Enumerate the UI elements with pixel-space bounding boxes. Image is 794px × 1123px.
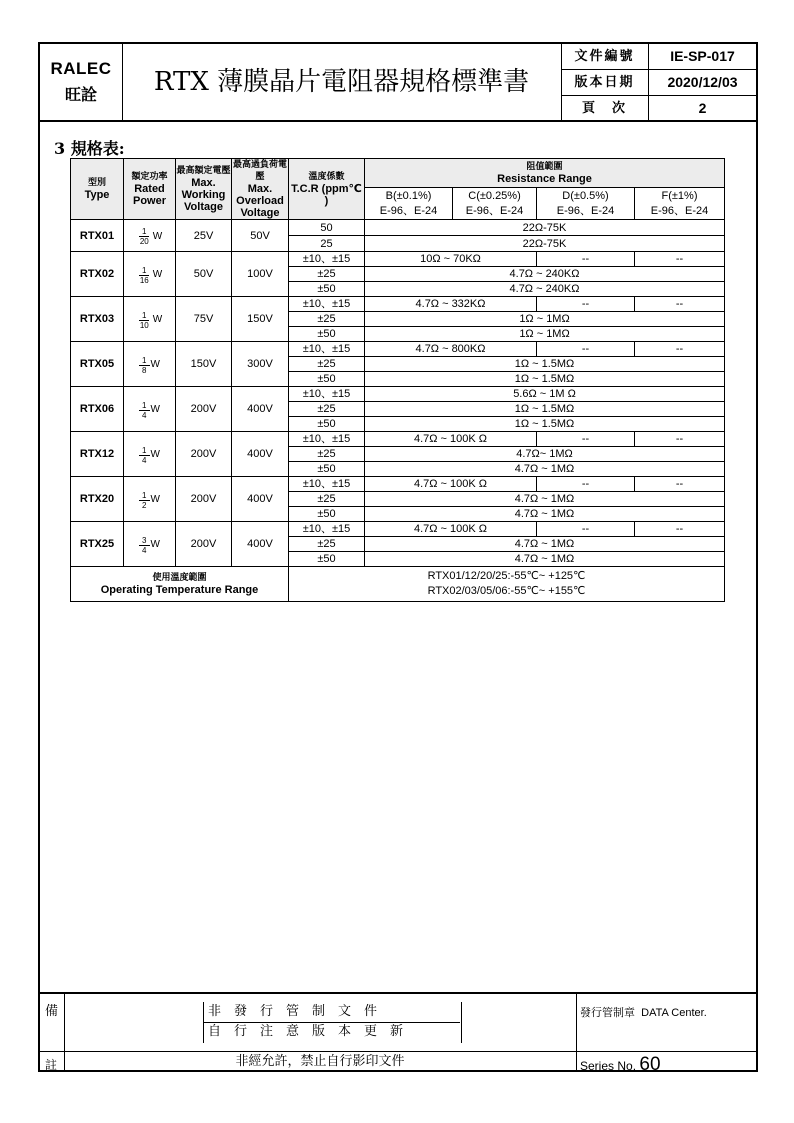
overload-voltage-cell: 50V	[232, 220, 289, 252]
tcr-cell: ±50	[289, 327, 365, 342]
working-voltage-cell: 50V	[176, 252, 232, 297]
range-cell: 4.7Ω ~ 100K Ω	[365, 477, 537, 492]
range-cell: 4.7Ω ~ 100K Ω	[365, 432, 537, 447]
overload-voltage-cell: 300V	[232, 342, 289, 387]
meta-row-date	[561, 70, 756, 96]
company-logo	[40, 44, 123, 120]
copy-prohibited-note: 非經允許，禁止自行影印文件	[235, 1054, 405, 1069]
power-cell: 1 20 W	[124, 220, 176, 252]
tcr-cell: ±10、±15	[289, 432, 365, 447]
table-row	[71, 522, 725, 537]
meta-value: 2020/12/03	[667, 74, 738, 90]
notice-line-2: 自行注意版本更新	[208, 1024, 417, 1039]
range-cell: 1Ω ~ 1MΩ	[365, 327, 725, 342]
model-cell: RTX02	[71, 252, 124, 297]
tcr-cell: ±50	[289, 372, 365, 387]
tcr-cell: ±10、±15	[289, 522, 365, 537]
tcr-cell: ±50	[289, 282, 365, 297]
tcr-cell: ±50	[289, 462, 365, 477]
model-cell: RTX01	[71, 220, 124, 252]
overload-voltage-cell: 400V	[232, 432, 289, 477]
meta-value: 2	[698, 100, 707, 116]
stamp-area	[576, 994, 756, 1075]
power-cell: 1 16 W	[124, 252, 176, 297]
page-frame	[38, 42, 758, 1075]
tcr-cell: ±25	[289, 537, 365, 552]
meta-label: 文件編號	[561, 44, 649, 69]
range-cell: 4.7Ω ~ 240KΩ	[365, 267, 725, 282]
remark-top: 備	[45, 1004, 59, 1019]
company-name-zh: 旺詮	[64, 85, 97, 104]
range-cell: 1Ω ~ 1.5MΩ	[365, 417, 725, 432]
range-cell: 4.7Ω ~ 1MΩ	[365, 537, 725, 552]
range-cell: --	[537, 297, 635, 312]
range-cell: --	[537, 477, 635, 492]
range-cell: 5.6Ω ~ 1M Ω	[365, 387, 725, 402]
tcr-cell: ±10、±15	[289, 342, 365, 357]
range-cell: 4.7Ω~ 1MΩ	[365, 447, 725, 462]
col-series: E-96、E-24	[635, 204, 725, 220]
range-cell: --	[635, 342, 725, 357]
model-cell: RTX05	[71, 342, 124, 387]
tcr-cell: ±50	[289, 507, 365, 522]
range-cell: 22Ω-75K	[365, 220, 725, 236]
range-cell: 22Ω-75K	[365, 236, 725, 252]
meta-label: 版本日期	[561, 70, 649, 95]
remark-bottom: 註	[45, 1058, 58, 1072]
tcr-cell: ±25	[289, 402, 365, 417]
range-cell: 4.7Ω ~ 1MΩ	[365, 552, 725, 567]
overload-voltage-cell: 400V	[232, 522, 289, 567]
issue-stamp: 發行管制章 DATA Center.	[580, 1006, 707, 1019]
working-voltage-cell: 200V	[176, 477, 232, 522]
range-cell: 1Ω ~ 1.5MΩ	[365, 357, 725, 372]
range-cell: 4.7Ω ~ 1MΩ	[365, 492, 725, 507]
range-cell: 10Ω ~ 70KΩ	[365, 252, 537, 267]
power-cell: 1 4 W	[124, 432, 176, 477]
col-tol-f: F(±1%)	[635, 188, 725, 204]
overload-voltage-cell: 150V	[232, 297, 289, 342]
overload-voltage-cell: 400V	[232, 477, 289, 522]
range-cell: 4.7Ω ~ 332KΩ	[365, 297, 537, 312]
range-cell: 4.7Ω ~ 1MΩ	[365, 462, 725, 477]
col-working-voltage: 最高額定電壓 Max. Working Voltage	[176, 159, 232, 220]
meta-row-doc-no	[561, 44, 756, 70]
footer-divider	[40, 1051, 756, 1052]
tcr-cell: ±25	[289, 312, 365, 327]
table-row	[71, 297, 725, 312]
tcr-cell: ±50	[289, 417, 365, 432]
col-tol-d: D(±0.5%)	[537, 188, 635, 204]
table-row	[71, 342, 725, 357]
document-header	[40, 44, 756, 122]
range-cell: --	[537, 252, 635, 267]
col-series: E-96、E-24	[365, 204, 453, 220]
tcr-cell: ±10、±15	[289, 477, 365, 492]
document-footer	[40, 992, 756, 1075]
range-cell: 4.7Ω ~ 100K Ω	[365, 522, 537, 537]
model-cell: RTX03	[71, 297, 124, 342]
table-row	[71, 387, 725, 402]
range-cell: 4.7Ω ~ 240KΩ	[365, 282, 725, 297]
tcr-cell: 25	[289, 236, 365, 252]
range-cell: --	[537, 432, 635, 447]
meta-row-page	[561, 96, 756, 120]
working-voltage-cell: 25V	[176, 220, 232, 252]
document-meta	[561, 44, 756, 120]
tcr-cell: ±10、±15	[289, 297, 365, 312]
table-header-row	[71, 159, 725, 188]
working-voltage-cell: 200V	[176, 522, 232, 567]
notice-divider	[203, 1022, 460, 1023]
meta-label: 頁 次	[561, 96, 649, 120]
spec-table	[70, 158, 725, 602]
tcr-cell: ±25	[289, 492, 365, 507]
table-row	[71, 432, 725, 447]
table-row	[71, 477, 725, 492]
power-cell: 1 10 W	[124, 297, 176, 342]
tcr-cell: ±10、±15	[289, 387, 365, 402]
col-resistance-range: 阻值範圍 Resistance Range	[365, 159, 725, 188]
col-overload-voltage: 最高過負荷電壓 Max. Overload Voltage	[232, 160, 287, 219]
tcr-cell: ±25	[289, 447, 365, 462]
table-row	[71, 220, 725, 236]
tcr-cell: 50	[289, 220, 365, 236]
power-cell: 3 4 W	[124, 522, 176, 567]
meta-value: IE-SP-017	[670, 48, 735, 64]
range-cell: --	[635, 297, 725, 312]
tcr-cell: ±50	[289, 552, 365, 567]
range-cell: --	[537, 342, 635, 357]
power-cell: 1 2 W	[124, 477, 176, 522]
working-voltage-cell: 200V	[176, 387, 232, 432]
model-cell: RTX20	[71, 477, 124, 522]
tcr-cell: ±10、±15	[289, 252, 365, 267]
model-cell: RTX25	[71, 522, 124, 567]
power-cell: 1 4 W	[124, 387, 176, 432]
remark-column	[40, 994, 65, 1072]
col-tol-c: C(±0.25%)	[453, 188, 537, 204]
range-cell: 1Ω ~ 1.5MΩ	[365, 402, 725, 417]
company-name-en: RALEC	[50, 59, 112, 78]
overload-voltage-cell: 400V	[232, 387, 289, 432]
overload-voltage-cell: 100V	[232, 252, 289, 297]
tcr-cell: ±25	[289, 267, 365, 282]
power-cell: 1 8 W	[124, 342, 176, 387]
range-cell: 1Ω ~ 1.5MΩ	[365, 372, 725, 387]
range-cell: 1Ω ~ 1MΩ	[365, 312, 725, 327]
range-cell: --	[537, 522, 635, 537]
range-cell: --	[635, 522, 725, 537]
operating-temp-label: 使用溫度範圍 Operating Temperature Range	[71, 567, 289, 602]
tcr-cell: ±25	[289, 357, 365, 372]
range-cell: --	[635, 252, 725, 267]
operating-temp-row	[71, 567, 725, 602]
range-cell: --	[635, 477, 725, 492]
notice-line-1: 非發行管制文件	[208, 1004, 391, 1019]
table-row	[71, 252, 725, 267]
col-power: 額定功率 Rated Power	[124, 159, 176, 220]
document-title: RTX 薄膜晶片電阻器規格標準書	[122, 44, 562, 120]
range-cell: --	[635, 432, 725, 447]
notice-area	[64, 994, 577, 1072]
range-cell: 4.7Ω ~ 1MΩ	[365, 507, 725, 522]
section-title: 3 規格表:	[54, 139, 125, 158]
col-series: E-96、E-24	[453, 204, 537, 220]
col-type: 型別 Type	[71, 159, 124, 220]
col-tol-b: B(±0.1%)	[365, 188, 453, 204]
working-voltage-cell: 200V	[176, 432, 232, 477]
col-series: E-96、E-24	[537, 204, 635, 220]
range-cell: 4.7Ω ~ 800KΩ	[365, 342, 537, 357]
model-cell: RTX12	[71, 432, 124, 477]
working-voltage-cell: 150V	[176, 342, 232, 387]
series-number: Series No. 60	[580, 1054, 661, 1075]
col-tcr: 溫度係數 T.C.R (ppm℃ )	[289, 159, 365, 220]
operating-temp-value: RTX01/12/20/25:-55℃~ +125℃ RTX02/03/05/06:-55℃~ +155℃	[289, 567, 725, 602]
model-cell: RTX06	[71, 387, 124, 432]
working-voltage-cell: 75V	[176, 297, 232, 342]
